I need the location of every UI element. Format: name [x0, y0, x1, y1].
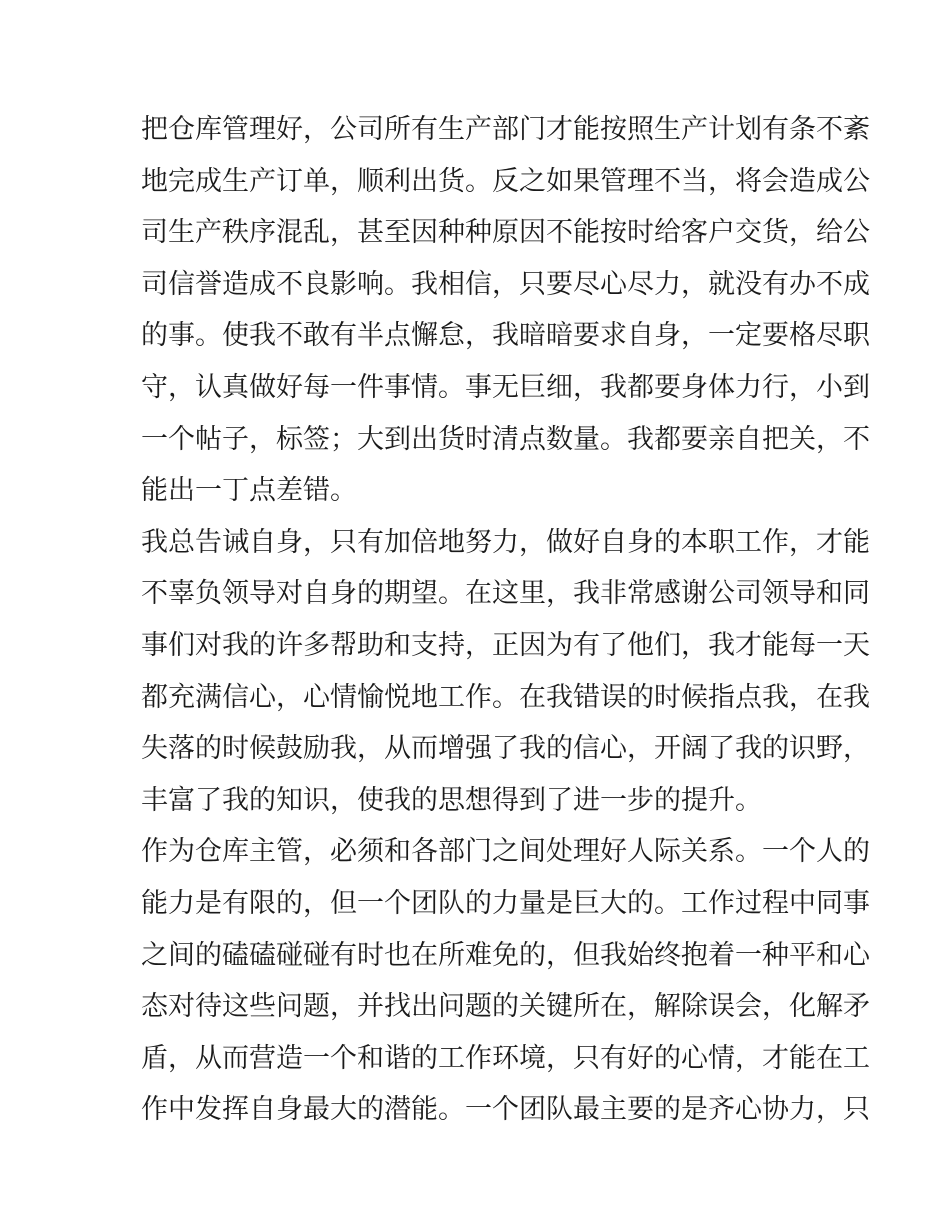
- text-line: 态对待这些问题，并找出问题的关键所在，解除误会，化解矛: [141, 991, 870, 1023]
- text-line: 作为仓库主管，必须和各部门之间处理好人际关系。一个人的: [141, 836, 870, 868]
- text-line: 作中发挥自身最大的潜能。一个团队最主要的是齐心协力，只: [141, 1094, 870, 1126]
- text-line: 把仓库管理好，公司所有生产部门才能按照生产计划有条不紊: [141, 114, 870, 145]
- text-line: 能出一丁点差错。: [141, 475, 357, 507]
- text-line: 事们对我的许多帮助和支持，正因为有了他们，我才能每一天: [141, 629, 870, 661]
- text-line: 地完成生产订单，顺利出货。反之如果管理不当，将会造成公: [141, 165, 870, 197]
- text-line: 不辜负领导对自身的期望。在这里，我非常感谢公司领导和同: [141, 578, 870, 610]
- body-text: [141, 104, 870, 1136]
- text-line: 盾，从而营造一个和谐的工作环境，只有好的心情，才能在工: [141, 1042, 870, 1074]
- text-line: 都充满信心，心情愉悦地工作。在我错误的时候指点我，在我: [141, 681, 870, 713]
- text-line: 司生产秩序混乱，甚至因种种原因不能按时给客户交货，给公: [141, 217, 870, 249]
- text-line: 我总告诫自身，只有加倍地努力，做好自身的本职工作，才能: [141, 526, 870, 558]
- text-line: 丰富了我的知识，使我的思想得到了进一步的提升。: [141, 784, 762, 816]
- text-line: 司信誉造成不良影响。我相信，只要尽心尽力，就没有办不成: [141, 268, 870, 300]
- text-line: 的事。使我不敢有半点懈怠，我暗暗要求自身，一定要格尽职: [141, 320, 870, 352]
- text-line: 之间的磕磕碰碰有时也在所难免的，但我始终抱着一种平和心: [141, 939, 870, 971]
- text-line: 守，认真做好每一件事情。事无巨细，我都要身体力行，小到: [141, 371, 870, 403]
- text-line: 一个帖子，标签；大到出货时清点数量。我都要亲自把关，不: [141, 423, 870, 455]
- text-line: 能力是有限的，但一个团队的力量是巨大的。工作过程中同事: [141, 887, 870, 919]
- text-line: 失落的时候鼓励我，从而增强了我的信心，开阔了我的识野，: [141, 733, 870, 765]
